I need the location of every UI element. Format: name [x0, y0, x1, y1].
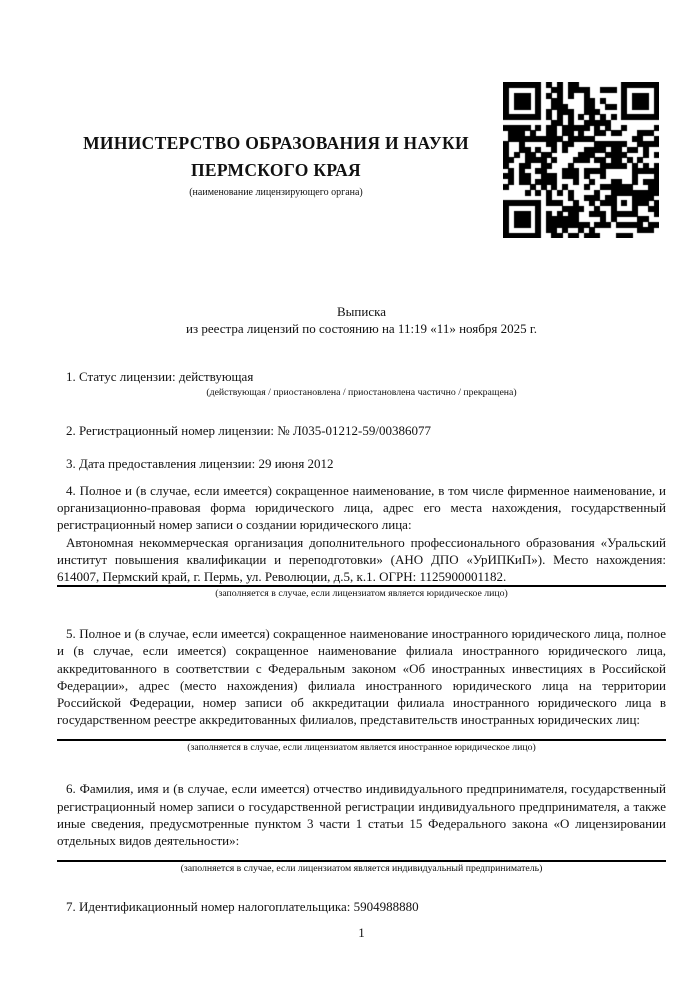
- item-legal-entity-text: 4. Полное и (в случае, если имеется) сокращенное наименование, в том числе фирменное наименование, и организационно-правовая форма юридического лица, адрес его места нахождения, государственный регистрационный номер записи о создании юридического лица:: [57, 483, 666, 533]
- ministry-name-line1: МИНИСТЕРСТВО ОБРАЗОВАНИЯ И НАУКИ: [83, 133, 469, 153]
- item-taxpayer-number: [57, 898, 666, 915]
- item-individual-entrepreneur-blank-field: [57, 849, 666, 862]
- item-individual-entrepreneur-text: 6. Фамилия, имя и (в случае, если имеется) отчество индивидуального предпринимателя, государственный регистрационный номер записи о государственной регистрации индивидуального предпринимателя, а также иные сведения, предусмотренные пунктом 3 части 1 статьи 15 Федерального закона «О лицензировании отдельных видов деятельности»:: [57, 781, 666, 849]
- item-license-grant-date-text: 3. Дата предоставления лицензии: 29 июня 2012: [66, 455, 334, 471]
- item-taxpayer-number-text: 7. Идентификационный номер налогоплательщика: 5904988880: [66, 899, 419, 915]
- item-foreign-entity: [57, 625, 666, 754]
- item-license-status: [57, 368, 666, 398]
- item-foreign-entity-text: 5. Полное и (в случае, если имеется) сокращенное наименование иностранного юридического лица, полное и (в случае, если имеется) сокращенное наименование филиала иностранного юридического лица, аккредитованного в соответствии с Федеральным законом «Об иностранных инвестициях в Российской Федерации», адрес (место нахождения) филиала иностранного юридического лица на территории Российской Федерации, номер записи об аккредитации филиала иностранного юридического лица в государственном реестре аккредитованных филиалов, представительств иностранных юридических лиц:: [57, 626, 666, 728]
- licensing-authority-caption: (наименование лицензирующего органа): [189, 187, 363, 198]
- item-legal-entity-caption: (заполняется в случае, если лицензиатом является юридическое лицо): [215, 588, 508, 600]
- ministry-name-line2: ПЕРМСКОГО КРАЯ: [191, 160, 361, 180]
- item-foreign-entity-caption: (заполняется в случае, если лицензиатом является иностранное юридическое лицо): [187, 742, 536, 754]
- document-title-line1: Выписка: [337, 304, 386, 319]
- item-registration-number: [57, 422, 666, 439]
- item-foreign-entity-blank-field: [57, 728, 666, 741]
- item-license-status-caption: (действующая / приостановлена / приостановлена частично / прекращена): [206, 386, 517, 398]
- item-legal-entity-value: Автономная некоммерческая организация дополнительного профессионального образования «Уральский институт повышения квалификации и переподготовки» (АНО ДПО «УрИПКиП»). Место нахождения: 614007, Пермский край, г. Пермь, ул. Революции, д.5, к.1. ОГРН: 1125900001182.: [57, 534, 666, 588]
- document-title-line2: из реестра лицензий по состоянию на 11:19 «11» ноября 2025 г.: [186, 321, 537, 337]
- page-number: 1: [358, 925, 365, 940]
- document-body: [57, 303, 666, 915]
- qr-code-icon: [503, 82, 659, 238]
- item-legal-entity: [57, 482, 666, 600]
- letterhead: [50, 130, 502, 199]
- item-license-status-text: 1. Статус лицензии: действующая: [66, 369, 254, 385]
- item-individual-entrepreneur-caption: (заполняется в случае, если лицензиатом является индивидуальный предприниматель): [180, 863, 543, 875]
- item-license-grant-date: [57, 455, 666, 472]
- item-registration-number-text: 2. Регистрационный номер лицензии: № Л035-01212-59/00386077: [66, 422, 432, 438]
- document-title: [57, 303, 666, 337]
- item-individual-entrepreneur: [57, 780, 666, 875]
